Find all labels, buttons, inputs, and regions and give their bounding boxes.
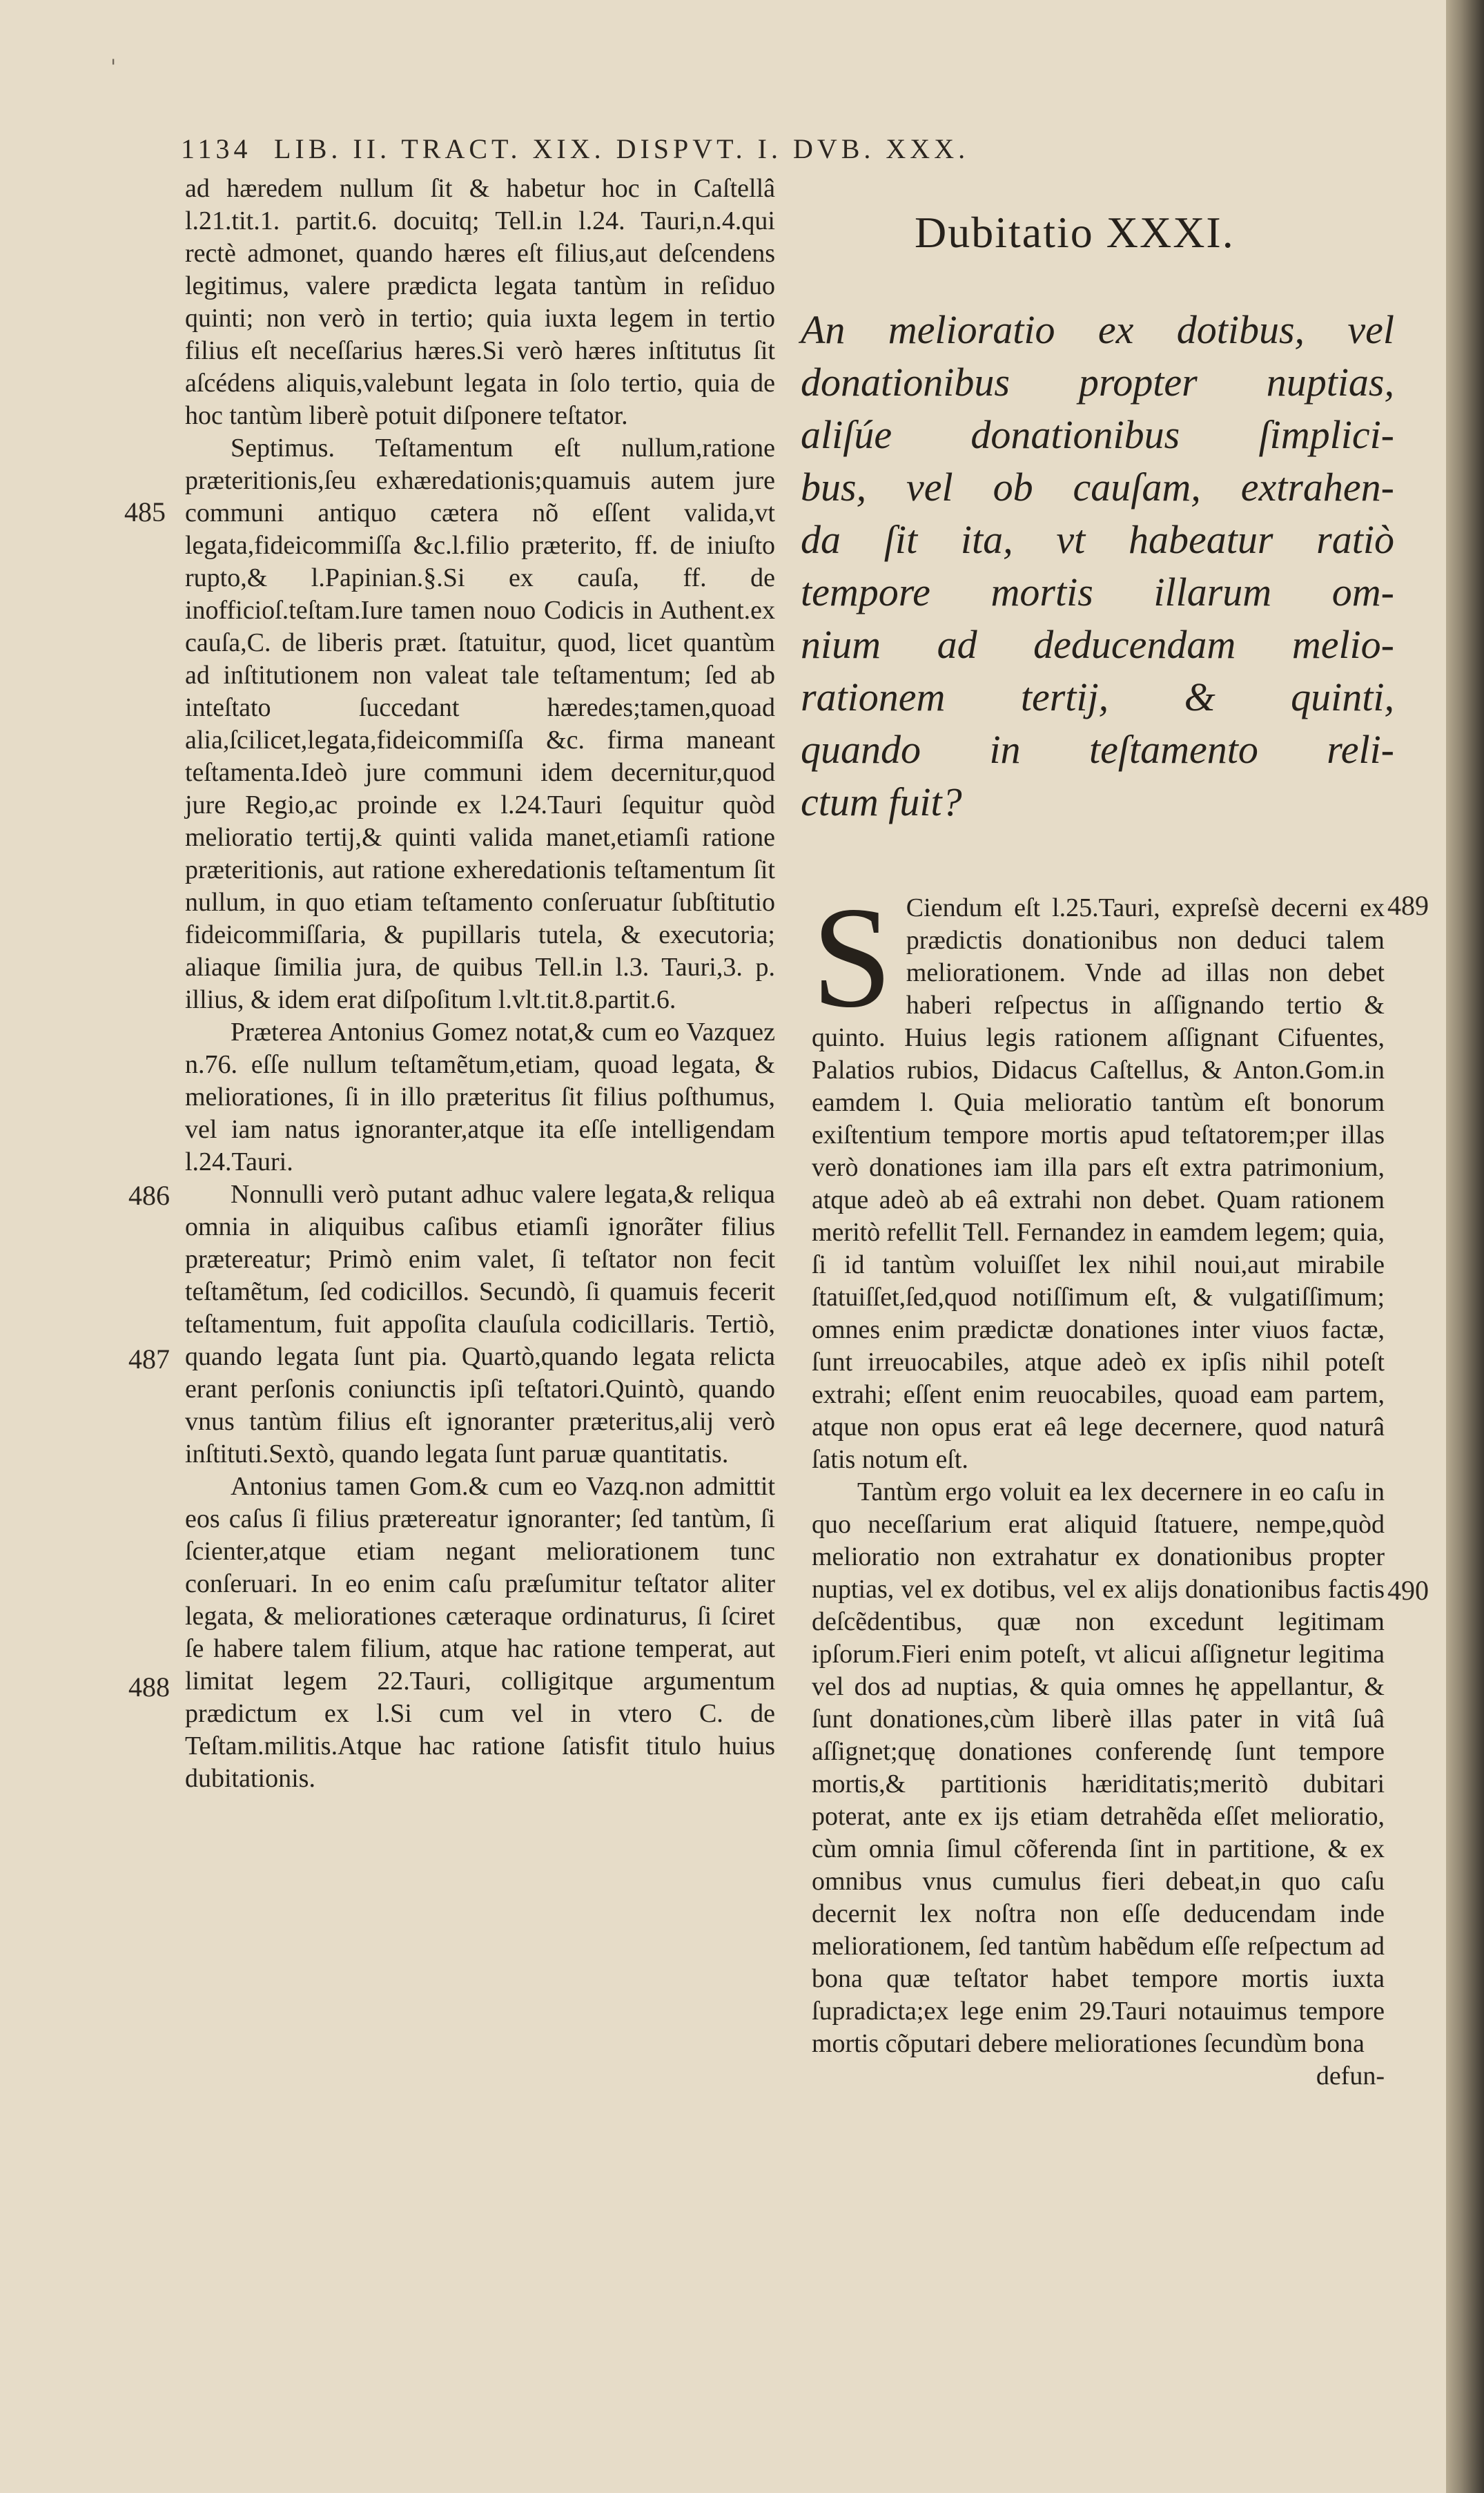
margin-number-485: 485	[124, 496, 166, 527]
margin-number-490: 490	[1387, 1575, 1429, 1606]
question-line: da ſit ita, vt habeatur ratiò	[801, 517, 1394, 562]
question-line: nium ad deducendam melio-	[801, 622, 1394, 667]
question-line: quando in teſtamento reli-	[801, 727, 1394, 772]
left-para-intro: ad hæredem nullum ſit & habetur hoc in Caſtellâ l.21.tit.1. partit.6. docuitq; Tell.in l.24. Tauri,n.4.qui rectè admonet, quando hæres eſt filius,aut deſcendens legitimus, valere prædicta legata tantùm in reſiduo quinti; non verò in tertio; quia iuxta legem in tertio filius eſt neceſſarius hæres.Si verò hæres inſtitutus ſit aſcédens aliquis,valebunt legata in ſolo tertio, quia de hoc tantùm liberè potuit diſponere teſtator.	[185, 174, 775, 430]
margin-number-486: 486	[128, 1180, 170, 1211]
left-para-487: Nonnulli verò putant adhuc valere legata,& reliqua omnia in aliquibus caſibus etiamſi ignorãter filius prætereatur; Primò enim valet, ſi teſtator non fecit teſtamẽtum, ſed codicillos. Secundò, ſi quamuis fecerit teſtamentum, fuit appoſita clauſula codicillaris. Tertiò, quando legata ſunt pia. Quartò,quando legata relicta erant perſonis coniunctis ipſi teſtatori.Quintò, quando vnus tantùm filius eſt ignoranter præteritus,alij verò inſtituti.Sextò, quando legata ſunt paruæ quantitatis.	[185, 1180, 775, 1468]
question-line: donationibus propter nuptias,	[801, 360, 1394, 405]
question-line: rationem tertij, & quinti,	[801, 675, 1394, 719]
margin-number-487: 487	[128, 1343, 170, 1375]
right-para-489	[812, 877, 1385, 1476]
question-line: bus, vel ob cauſam, extrahen-	[801, 465, 1394, 510]
left-column	[185, 173, 775, 1795]
right-column	[812, 877, 1385, 2093]
drop-cap: S	[812, 877, 892, 1038]
right-para-489-text: Ciendum eſt l.25.Tauri, expreſsè decerni ex prædictis donationibus non deduci talem meliorationem. Vnde ad illas non debet haberi reſpectus in aſſignando tertio & quinto. Huius legis rationem aſſignant Cifuentes, Palatios rubios, Didacus Caſtellus, & Anton.Gom.in eamdem l. Quia melioratio tantùm eſt bonorum exiſtentium tempore mortis apud teſtatorem;per illas verò donationes iam illa pars eſt extra patrimonium, atque adeò ab eâ extrahi non debet. Quam rationem meritò refellit Tell. Fernandez in eamdem legem; quia, ſi id tantùm voluiſſet lex nihil noui,aut mirabile ſtatuiſſet,ſed,quod notiſſimum eſt, & vulgatiſſimum; omnes enim prædictæ donationes inter viuos factæ, ſunt irreuocabiles, atque adeò ex ipſis nihil poteſt extrahi; eſſent enim reuocabiles, quoad eam partem, atque non opus erat eâ lege decernere, quod naturâ ſatis notum eſt.	[812, 893, 1385, 1474]
running-header	[181, 133, 1202, 165]
page-edge	[1446, 0, 1484, 2493]
page-number: 1134	[181, 133, 252, 164]
left-para-485: Septimus. Teſtamentum eſt nullum,ratione præteritionis,ſeu exhæredationis;quamuis autem jure communi antiquo cætera nõ eſſent valida,vt legata,fideicommiſſa &c.l.filio præterito, ff. de iniuſto rupto,& l.Papinian.§.Si ex cauſa, ff. de inofficioſ.teſtam.Iure tamen nouo Codicis in Authent.ex cauſa,C. de liberis præt. ſtatuitur, quod, licet quantùm ad inſtitutionem non valeat tale teſtamentum; ſed ab inteſtato ſuccedant hæredes;tamen,quoad alia,ſcilicet,legata,fideicommiſſa &c. firma maneant teſtamenta.Ideò jure communi idem decernitur,quod jure Regio,ac proinde ex l.24.Tauri ſequitur quòd melioratio tertij,& quinti valida manet,etiamſi ratione præteritionis, aut ratione exheredationis teſtamentum ſit nullum, in quo etiam teſtamento conſeruatur ſubſtitutio fideicommiſſaria, & pupillaris tutela, & executoria; aliaque ſimilia jura, de quibus Tell.in l.3. Tauri,3. p. illius, & idem erat diſpoſitum l.vlt.tit.8.partit.6.	[185, 434, 775, 1014]
catchword: defun-	[1316, 2062, 1385, 2091]
question-line: An melioratio ex dotibus, vel	[801, 307, 1394, 352]
dubitatio-title: Dubitatio XXXI.	[915, 208, 1235, 257]
question-line: tempore mortis illarum om-	[801, 570, 1394, 614]
question-line: aliſúe donationibus ſimplici-	[801, 412, 1394, 457]
margin-number-488: 488	[128, 1671, 170, 1703]
right-para-490: Tantùm ergo voluit ea lex decernere in eo caſu in quo neceſſarium erat aliquid ſtatuere, nempe,quòd melioratio non extrahatur ex donationibus propter nuptias, vel ex dotibus, vel ex alijs donationibus factis deſcẽdentibus, quæ non excedunt legitimam ipſorum.Fieri enim poteſt, vt alicui aſſignetur legitima vel dos ad nuptias, & quia omnes hę appellantur, & ſunt donationes,cùm liberè illas pater in vitâ ſuâ aſſignet;quę donationes conferendę ſunt tempore mortis,& partitionis hæriditatis;meritò dubitari poterat, ante ex ijs etiam detrahẽda eſſet melioratio, cùm omnia ſimul cõferenda ſint in partitione, & ex omnibus vnus cumulus fieri debeat,in quo caſu decernit lex noſtra non eſſe deducendam inde meliorationem, ſed tantùm habẽdum eſſe reſpectum ad bona quæ teſtator habet tempore mortis iuxta ſupradicta;ex lege enim 29.Tauri notauimus tempore mortis cõputari debere meliorationes ſecundùm bona	[812, 1477, 1385, 2058]
stray-mark: '	[110, 55, 117, 79]
left-para-488: Antonius tamen Gom.& cum eo Vazq.non admittit eos caſus ſi filius prætereatur ignoranter; ſed tantùm, ſi ſcienter,atque etiam negant meliorationem tunc conſeruari. In eo enim caſu præſumitur teſtator aliter legata, & meliorationes cæteraque ordinaturus, ſi ſciret ſe habere talem filium, atque hac ratione temperat, aut limitat legem 22.Tauri, colligitque argumentum prædictum ex l.Si cum vel in vtero C. de Teſtam.militis.Atque hac ratione ſatisfit titulo huius dubitationis.	[185, 1472, 775, 1793]
left-para-486: Præterea Antonius Gomez notat,& cum eo Vazquez n.76. eſſe nullum teſtamẽtum,etiam, quoad legata, & meliorationes, ſi in illo præteritus ſit filius poſthumus, vel iam natus ignoranter,atque ita eſſe intelligendam l.24.Tauri.	[185, 1018, 775, 1176]
dubitatio-question	[801, 304, 1394, 828]
margin-number-489: 489	[1387, 890, 1429, 921]
running-head: LIB. II. TRACT. XIX. DISPVT. I. DVB. XXX.	[274, 133, 970, 164]
question-line: ctum fuit?	[801, 779, 962, 824]
